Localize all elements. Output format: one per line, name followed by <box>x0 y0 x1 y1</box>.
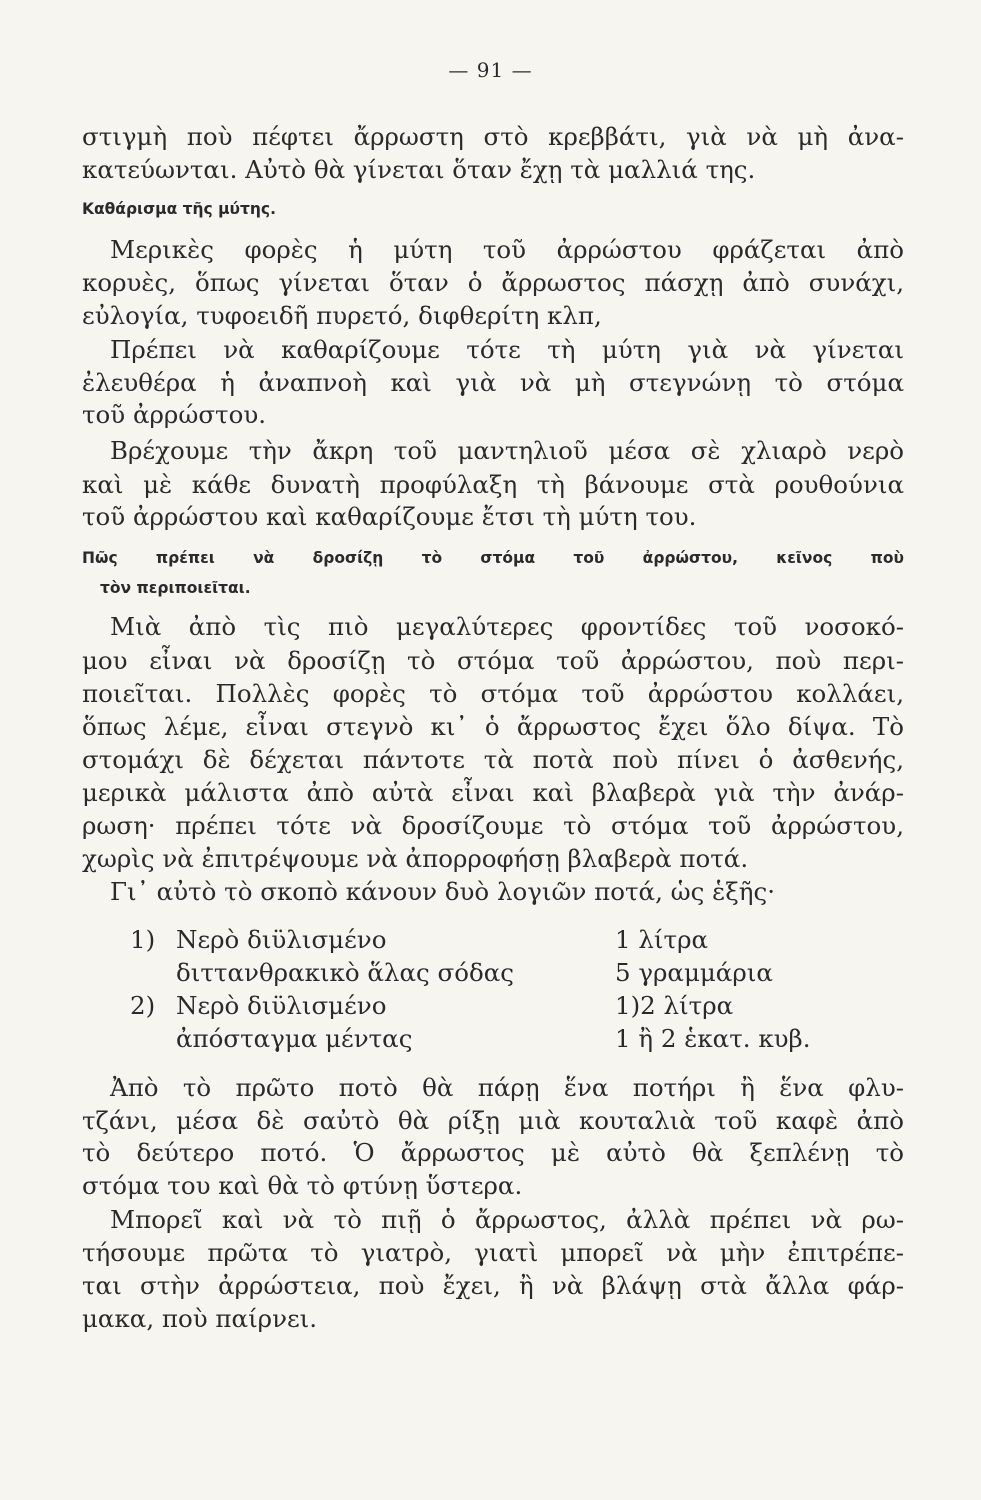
text-line: ἐλευθέρα ἡ ἀναπνοὴ καὶ γιὰ νὰ μὴ στεγνώνῃ τὸ στόμα <box>82 368 904 397</box>
recipe-ingredient: διττανθρακικὸ ἅλας σόδας <box>176 958 514 987</box>
section-heading: τὸν περιποιεῖται. <box>100 579 251 597</box>
text-line: εὐλογία, τυφοειδῆ πυρετό, διφθερίτη κλπ, <box>82 301 602 330</box>
text-line: τζάνι, μέσα δὲ σαὐτὸ θὰ ρίξῃ μιὰ κουταλιὰ τοῦ καφὲ ἀπὸ <box>82 1106 904 1135</box>
text-line: τοῦ ἀρρώστου καὶ καθαρίζουμε ἔτσι τὴ μύτη του. <box>82 502 697 531</box>
recipe-ingredient: Νερὸ διϋλισμένο <box>176 925 387 954</box>
text-line: τοῦ ἀρρώστου. <box>82 400 267 429</box>
text-line: Ἀπὸ τὸ πρῶτο ποτὸ θὰ πάρῃ ἕνα ποτήρι ἢ ἕνα φλυ- <box>110 1073 904 1102</box>
text-line: ρωση· πρέπει τότε νὰ δροσίζουμε τὸ στόμα τοῦ ἀρρώστου, <box>82 811 904 840</box>
text-line: τὸ δεύτερο ποτό. Ὁ ἄρρωστος μὲ αὐτὸ θὰ ξεπλένῃ τὸ <box>82 1138 904 1167</box>
text-line: μερικὰ μάλιστα ἀπὸ αὐτὰ εἶναι καὶ βλαβερὰ γιὰ τὴν ἀνάρ- <box>82 778 904 807</box>
text-line: μακα, ποὺ παίρνει. <box>82 1304 318 1333</box>
text-line: καὶ μὲ κάθε δυνατὴ προφύλαξη τὴ βάνουμε στὰ ρουθούνια <box>82 470 904 499</box>
text-line: ται στὴν ἀρρώστεια, ποὺ ἔχει, ἢ νὰ βλάψῃ στὰ ἄλλα φάρ- <box>82 1271 904 1300</box>
recipe-ingredient: Νερὸ διϋλισμένο <box>176 991 387 1020</box>
text-line: μου εἶναι νὰ δροσίζῃ τὸ στόμα τοῦ ἀρρώστου, ποὺ περι- <box>82 646 904 675</box>
text-line: στιγμὴ ποὺ πέφτει ἄρρωστη στὸ κρεββάτι, γιὰ νὰ μὴ ἀνα- <box>82 122 904 151</box>
text-line: κατεύωνται. Αὐτὸ θὰ γίνεται ὅταν ἔχῃ τὰ μαλλιά της. <box>82 155 756 184</box>
recipe-number: 2) <box>130 991 156 1020</box>
text-line: ὅπως λέμε, εἶναι στεγνὸ κι᾽ ὁ ἄρρωστος ἔχει ὅλο δίψα. Τὸ <box>82 712 904 741</box>
recipe-number: 1) <box>130 925 156 954</box>
recipe-ingredient: ἀπόσταγμα μέντας <box>176 1024 413 1053</box>
page-number: — 91 — <box>448 58 533 82</box>
text-line: χωρὶς νὰ ἐπιτρέψουμε νὰ ἀπορροφήσῃ βλαβερὰ ποτά. <box>82 844 749 873</box>
text-line: Πρέπει νὰ καθαρίζουμε τότε τὴ μύτη γιὰ νὰ γίνεται <box>110 335 904 364</box>
text-line: στόμα του καὶ θὰ τὸ φτύνῃ ὕστερα. <box>82 1171 523 1200</box>
recipe-quantity: 5 γραμμάρια <box>615 958 773 987</box>
text-line: Βρέχουμε τὴν ἄκρη τοῦ μαντηλιοῦ μέσα σὲ χλιαρὸ νερὸ <box>110 436 904 465</box>
section-heading: Καθάρισμα τῆς μύτης. <box>82 200 276 218</box>
text-line: ποιεῖται. Πολλὲς φορὲς τὸ στόμα τοῦ ἀρρώστου κολλάει, <box>82 679 904 708</box>
section-heading: Πῶς πρέπει νὰ δροσίζῃ τὸ στόμα τοῦ ἀρρώστου, κεῖνος ποὺ <box>82 549 904 567</box>
recipe-quantity: 1)2 λίτρα <box>615 991 734 1020</box>
text-line: Μερικὲς φορὲς ἡ μύτη τοῦ ἀρρώστου φράζεται ἀπὸ <box>110 235 904 264</box>
text-line: στομάχι δὲ δέχεται πάντοτε τὰ ποτὰ ποὺ πίνει ὁ ἀσθενής, <box>82 745 904 774</box>
recipe-quantity: 1 ἢ 2 ἑκατ. κυβ. <box>615 1024 811 1053</box>
text-line: Μιὰ ἀπὸ τὶς πιὸ μεγαλύτερες φροντίδες τοῦ νοσοκό- <box>110 612 904 641</box>
text-line: Γι᾽ αὐτὸ τὸ σκοπὸ κάνουν δυὸ λογιῶν ποτά, ὡς ἑξῆς· <box>110 877 775 906</box>
text-line: κορυὲς, ὅπως γίνεται ὅταν ὁ ἄρρωστος πάσχῃ ἀπὸ συνάχι, <box>82 268 904 297</box>
text-line: Μπορεῖ καὶ νὰ τὸ πιῇ ὁ ἄρρωστος, ἀλλὰ πρέπει νὰ ρω- <box>110 1205 904 1234</box>
recipe-quantity: 1 λίτρα <box>615 925 709 954</box>
text-line: τήσουμε πρῶτα τὸ γιατρὸ, γιατὶ μπορεῖ νὰ μὴν ἐπιτρέπε- <box>82 1238 904 1267</box>
